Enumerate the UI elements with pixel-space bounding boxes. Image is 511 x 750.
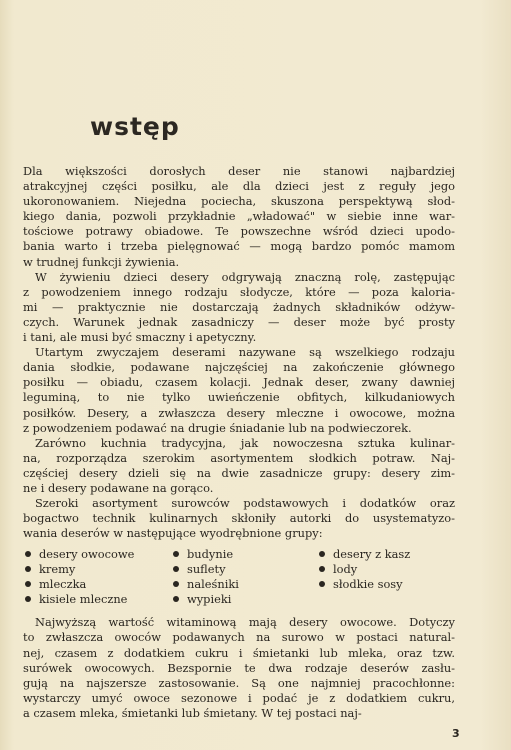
- bullet-icon: [319, 551, 325, 557]
- text-line: nej, czasem z dodatkiem cukru i śmietanki lub mleka, oraz tzw.: [23, 645, 455, 660]
- text-line: kiego dania, pozwoli przykładnie „władować" w siebie inne war-: [23, 209, 455, 224]
- list-item: desery owocowe: [25, 547, 134, 562]
- list-item: kremy: [25, 562, 134, 577]
- text-line: mi — praktycznie nie dostarczają żadnych składników odżyw-: [23, 299, 455, 314]
- text-line: z powodzeniem podawać na drugie śniadanie lub na podwieczorek.: [23, 420, 412, 435]
- bullet-icon: [25, 581, 31, 587]
- text-line: wystarczy umyć owoce sezonowe i podać je z dodatkiem cukru,: [23, 690, 455, 705]
- text-line: Najwyższą wartość witaminową mają desery owocowe. Dotyczy: [35, 615, 455, 630]
- paragraph: [23, 615, 455, 721]
- text-line: bania warto i trzeba pielęgnować — mogą bardzo pomóc mamom: [23, 239, 455, 254]
- text-line: wania deserów w następujące wyodrębnione grupy:: [23, 526, 323, 541]
- bullet-icon: [25, 596, 31, 602]
- text-line: gują na najszersze zastosowanie. Są one najmniej pracochłonne:: [23, 675, 455, 690]
- text-line: i tani, ale musi być smaczny i apetyczny.: [23, 330, 257, 345]
- list-item: naleśniki: [173, 577, 239, 592]
- text-line: Utartym zwyczajem deserami nazywane są wszelkiego rodzaju: [35, 345, 455, 360]
- page-number: 3: [452, 727, 460, 740]
- text-line: w trudnej funkcji żywienia.: [23, 254, 180, 269]
- text-line: to zwłaszcza owoców podawanych na surowo w postaci natural-: [23, 630, 455, 645]
- list-item: wypieki: [173, 592, 239, 607]
- paragraph: [23, 345, 455, 436]
- list-item: mleczka: [25, 577, 134, 592]
- text-line: z powodzeniem innego rodzaju słodycze, które — poza kaloria-: [23, 284, 455, 299]
- groups-column: [25, 547, 134, 607]
- text-line: ukoronowaniem. Niejedna pociecha, skuszona perspektywą słod-: [23, 194, 455, 209]
- bullet-icon: [25, 551, 31, 557]
- bullet-icon: [319, 566, 325, 572]
- text-line: tościowe potrawy obiadowe. Te powszechne wśród dzieci upodo-: [23, 224, 455, 239]
- text-line: posiłków. Desery, a zwłaszcza desery mleczne i owocowe, można: [23, 405, 455, 420]
- list-item: budynie: [173, 547, 239, 562]
- bullet-icon: [173, 596, 179, 602]
- paragraph: [23, 164, 455, 270]
- list-item: kisiele mleczne: [25, 592, 134, 607]
- text-line: Dla większości dorosłych deser nie stanowi najbardziej: [23, 164, 455, 178]
- text-line: Szeroki asortyment surowców podstawowych i dodatków oraz: [35, 496, 455, 511]
- groups-column: [319, 547, 410, 592]
- bullet-icon: [173, 551, 179, 557]
- bullet-icon: [25, 566, 31, 572]
- body-text: [23, 164, 455, 721]
- text-line: surówek owocowych. Bezspornie te dwa rodzaje deserów zasłu-: [23, 660, 455, 675]
- text-line: ne i desery podawane na gorąco.: [23, 480, 214, 495]
- bullet-icon: [173, 566, 179, 572]
- text-line: leguminą, to nie tylko uwieńczenie obfitych, kilkudaniowych: [23, 390, 455, 405]
- text-line: częściej desery dzieli się na dwie zasadnicze grupy: desery zim-: [23, 465, 455, 480]
- text-line: posiłku — obiadu, czasem kolacji. Jednak deser, zwany dawniej: [23, 375, 455, 390]
- paragraph: [23, 496, 455, 541]
- text-line: czych. Warunek jednak zasadniczy — deser może być prosty: [23, 314, 455, 329]
- text-line: bogactwo technik kulinarnych skłoniły autorki do usystematyzo-: [23, 511, 455, 526]
- dessert-groups-list: [25, 547, 455, 607]
- text-line: atrakcyjnej części posiłku, ale dla dzieci jest z reguły jego: [23, 179, 455, 194]
- paragraph: [23, 270, 455, 345]
- groups-column: [173, 547, 239, 607]
- list-item: słodkie sosy: [319, 577, 410, 592]
- text-line: dania słodkie, podawane najczęściej na zakończenie głównego: [23, 360, 455, 375]
- text-line: na, rozporządza szerokim asortymentem słodkich potraw. Naj-: [23, 450, 455, 465]
- list-item: desery z kasz: [319, 547, 410, 562]
- bullet-icon: [319, 581, 325, 587]
- text-line: a czasem mleka, śmietanki lub śmietany. W tej postaci naj-: [23, 705, 362, 720]
- bullet-icon: [173, 581, 179, 587]
- text-line: Zarówno kuchnia tradycyjna, jak nowoczesna sztuka kulinar-: [35, 435, 455, 450]
- list-item: lody: [319, 562, 410, 577]
- paragraph: [23, 436, 455, 496]
- text-line: W żywieniu dzieci desery odgrywają znaczną rolę, zastępując: [35, 269, 455, 284]
- list-item: suflety: [173, 562, 239, 577]
- chapter-title: wstęp: [90, 112, 180, 141]
